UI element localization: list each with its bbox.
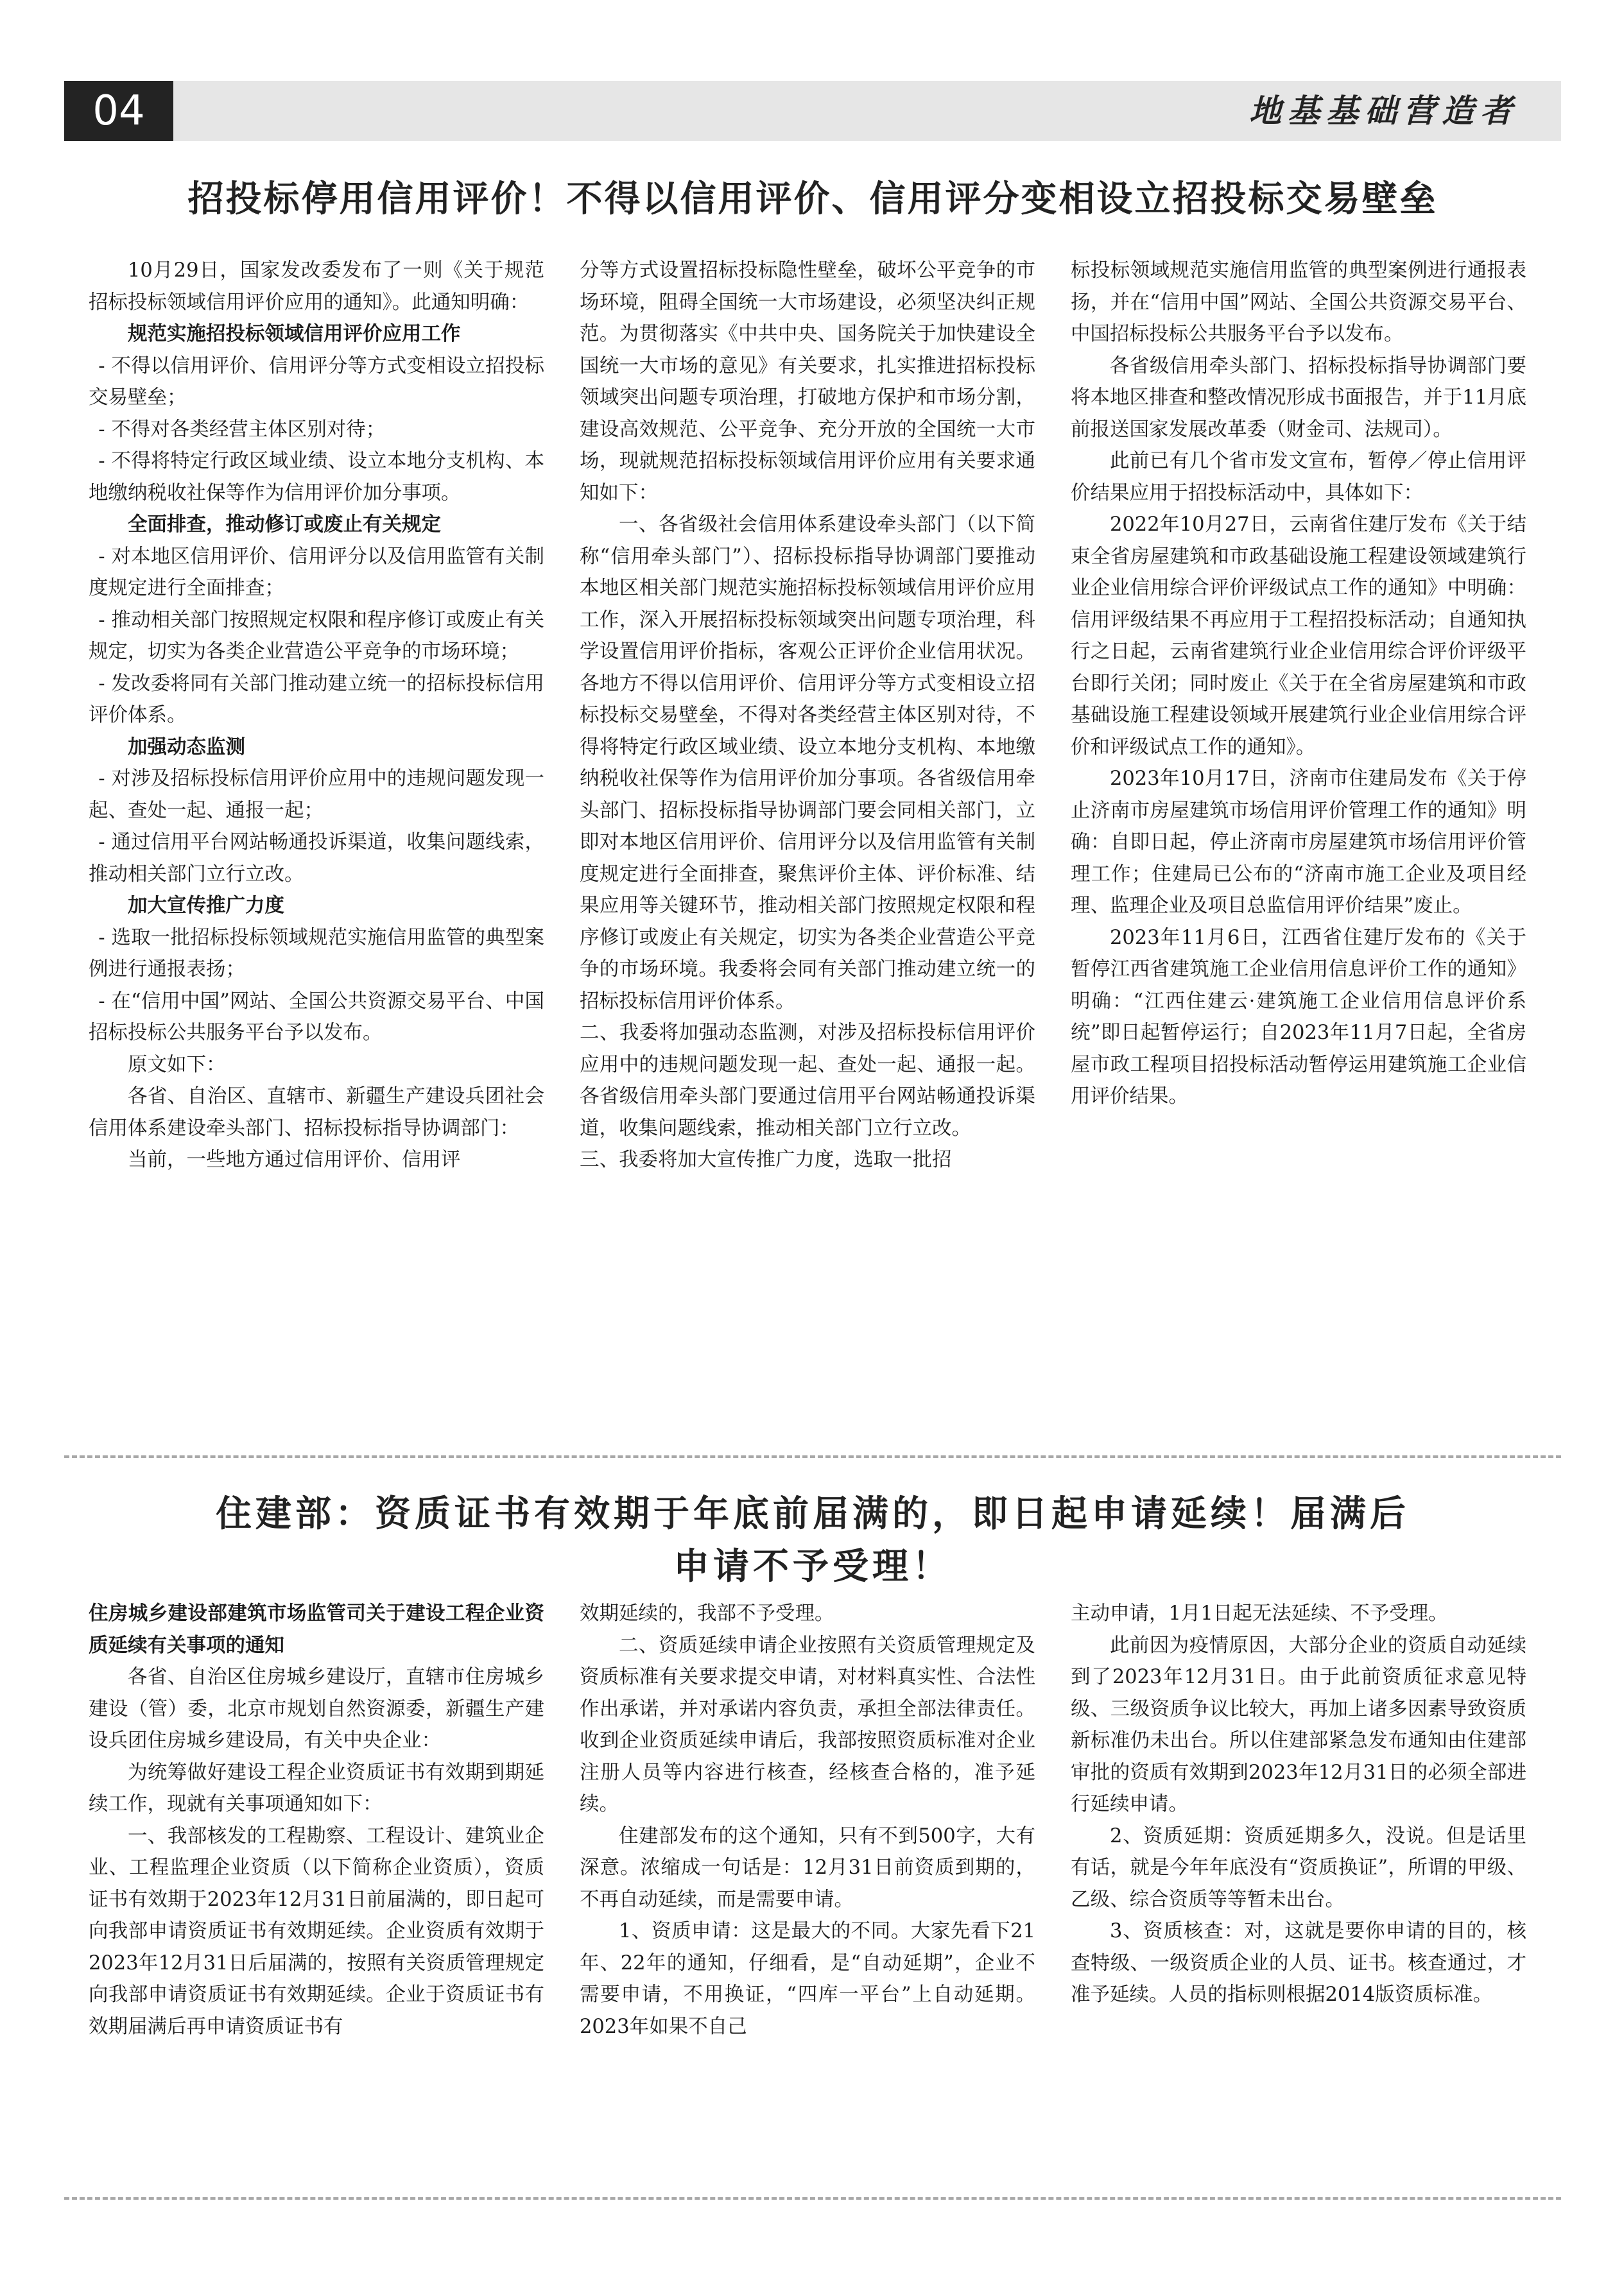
paragraph: 二、资质延续申请企业按照有关资质管理规定及资质标准有关要求提交申请，对材料真实性、合法性作出承诺，并对承诺内容负责，承担全部法律责任。收到企业资质延续申请后，我部按照资质标准对企业注册人员等内容进行核查，经核查合格的，准予延续。 [580,1634,1035,1815]
article2-column-1 [89,1598,544,2043]
bullet-item: - 对涉及招标投标信用评价应用中的违规问题发现一起、查处一起、通报一起； [89,767,544,822]
bullet-item: - 发改委将同有关部门推动建立统一的招标投标信用评价体系。 [89,672,544,726]
bullet-item: - 不得以信用评价、信用评分等方式变相设立招投标交易壁垒； [89,354,544,409]
bullet-item: - 不得对各类经营主体区别对待； [98,418,386,441]
paragraph: 10月29日，国家发改委发布了一则《关于规范招标投标领域信用评价应用的通知》。此通知明确： [89,259,544,314]
paragraph: 效期延续的，我部不予受理。 [580,1602,834,1625]
paragraph: 2、资质延期：资质延期多久，没说。但是话里有话，就是今年年底没有“资质换证”，所谓的甲级、乙级、综合资质等等暂未出台。 [1071,1824,1526,1911]
page-number: 04 [64,81,173,141]
bullet-item: - 推动相关部门按照规定权限和程序修订或废止有关规定，切实为各类企业营造公平竞争的市场环境； [89,608,544,663]
notice-heading: 住房城乡建设部建筑市场监管司关于建设工程企业资质延续有关事项的通知 [89,1602,544,1657]
paragraph: 各省、自治区住房城乡建设厅，直辖市住房城乡建设（管）委，北京市规划自然资源委，新疆生产建设兵团住房城乡建设局，有关中央企业： [89,1666,544,1752]
section-heading: 加大宣传推广力度 [128,894,284,917]
article2-column-2 [580,1598,1035,2043]
paragraph: 住建部发布的这个通知，只有不到500字，大有深意。浓缩成一句话是：12月31日前资质到期的，不再自动延续，而是需要申请。 [580,1824,1035,1911]
section-heading: 规范实施招投标领域信用评价应用工作 [128,322,461,345]
article2-title [64,1487,1561,1593]
article2-column-3 [1071,1598,1526,2011]
bullet-item: - 对本地区信用评价、信用评分以及信用监管有关制度规定进行全面排查； [89,545,544,599]
bullet-item: - 通过信用平台网站畅通投诉渠道，收集问题线索，推动相关部门立行立改。 [89,831,544,886]
masthead-title: 地基基础营造者 [1249,92,1519,130]
article1-column-3 [1071,255,1526,1113]
paragraph: 当前，一些地方通过信用评价、信用评 [128,1149,461,1171]
paragraph: 3、资质核查：对，这就是要你申请的目的，核查特级、一级资质企业的人员、证书。核查通过，才准予延续。人员的指标则根据2014版资质标准。 [1071,1920,1526,2006]
paragraph: 标投标领域规范实施信用监管的典型案例进行通报表扬，并在“信用中国”网站、全国公共资源交易平台、中国招标投标公共服务平台予以发布。 [1071,259,1526,345]
paragraph: 分等方式设置招标投标隐性壁垒，破坏公平竞争的市场环境，阻碍全国统一大市场建设，必须坚决纠正规范。为贯彻落实《中共中央、国务院关于加快建设全国统一大市场的意见》有关要求，扎实推进招标投标领域突出问题专项治理，打破地方保护和市场分割，建设高效规范、公平竞争、充分开放的全国统一大市场，现就规范招标投标领域信用评价应用有关要求通知如下： [580,259,1035,504]
paragraph: 为统筹做好建设工程企业资质证书有效期到期延续工作，现就有关事项通知如下： [89,1761,544,1815]
paragraph: 二、我委将加强动态监测，对涉及招标投标信用评价应用中的违规问题发现一起、查处一起、通报一起。各省级信用牵头部门要通过信用平台网站畅通投诉渠道，收集问题线索，推动相关部门立行立改。 [580,1022,1035,1140]
paragraph: 一、各省级社会信用体系建设牵头部门（以下简称“信用牵头部门”）、招标投标指导协调部门要推动本地区相关部门规范实施招标投标领域信用评价应用工作，深入开展招标投标领域突出问题专项治理，科学设置信用评价指标，客观公正评价企业信用状况。各地方不得以信用评价、信用评分等方式变相设立招标投标交易壁垒，不得对各类经营主体区别对待，不得将特定行政区域业绩、设立本地分支机构、本地缴纳税收社保等作为信用评价加分事项。各省级信用牵头部门、招标投标指导协调部门要会同相关部门，立即对本地区信用评价、信用评分以及信用监管有关制度规定进行全面排查，聚焦评价主体、评价标准、结果应用等关键环节，推动相关部门按照规定权限和程序修订或废止有关规定，切实为各类企业营造公平竞争的市场环境。我委将会同有关部门推动建立统一的招标投标信用评价体系。 [580,513,1035,1013]
bullet-item: - 在“信用中国”网站、全国公共资源交易平台、中国招标投标公共服务平台予以发布。 [89,990,544,1044]
article1-title: 招投标停用信用评价！不得以信用评价、信用评分变相设立招投标交易壁垒 [187,178,1438,220]
article2-title-line-1: 住建部：资质证书有效期于年底前届满的，即日起申请延续！届满后 [216,1493,1410,1535]
paragraph: 此前已有几个省市发文宣布，暂停／停止信用评价结果应用于招投标活动中，具体如下： [1071,450,1526,504]
bullet-item: - 不得将特定行政区域业绩、设立本地分支机构、本地缴纳税收社保等作为信用评价加分事项。 [89,450,544,504]
article1-column-2 [580,255,1035,1176]
paragraph: 一、我部核发的工程勘察、工程设计、建筑业企业、工程监理企业资质（以下简称企业资质），资质证书有效期于2023年12月31日前届满的，即日起可向我部申请资质证书有效期延续。企业资质有效期于2023年12月31日后届满的，按照有关资质管理规定向我部申请资质证书有效期延续。企业于资质证书有效期届满后再申请资质证书有 [89,1824,544,2038]
paragraph: 各省级信用牵头部门、招标投标指导协调部门要将本地区排查和整改情况形成书面报告，并于11月底前报送国家发展改革委（财金司、法规司）。 [1071,354,1526,441]
paragraph: 原文如下： [128,1053,226,1076]
paragraph: 2022年10月27日，云南省住建厅发布《关于结束全省房屋建筑和市政基础设施工程建设领域建筑行业企业信用综合评价评级试点工作的通知》中明确：信用评级结果不再应用于工程招投标活动；自通知执行之日起，云南省建筑行业企业信用综合评价评级平台即行关闭；同时废止《关于在全省房屋建筑和市政基础设施工程建设领域开展建筑行业企业信用综合评价和评级试点工作的通知》。 [1071,513,1526,758]
paragraph: 2023年11月6日，江西省住建厅发布的《关于暂停江西省建筑施工企业信用信息评价工作的通知》明确：“江西住建云·建筑施工企业信用信息评价系统”即日起暂停运行；自2023年11月7日起，全省房屋市政工程项目招投标活动暂停运用建筑施工企业信用评价结果。 [1071,926,1526,1108]
paragraph: 各省、自治区、直辖市、新疆生产建设兵团社会信用体系建设牵头部门、招标投标指导协调部门： [89,1085,544,1140]
article2-title-line-2: 申请不予受理！ [673,1545,952,1588]
bullet-item: - 选取一批招标投标领域规范实施信用监管的典型案例进行通报表扬； [89,926,544,981]
page-bottom-divider [64,2197,1561,2200]
paragraph: 主动申请，1月1日起无法延续、不予受理。 [1071,1602,1448,1625]
paragraph: 2023年10月17日，济南市住建局发布《关于停止济南市房屋建筑市场信用评价管理工作的通知》明确：自即日起，停止济南市房屋建筑市场信用评价管理工作；住建局已公布的“济南市施工企业及项目经理、监理企业及项目总监信用评价结果”废止。 [1071,767,1526,917]
article1-column-1 [89,255,544,1176]
section-divider [64,1455,1561,1458]
section-heading: 全面排查，推动修订或废止有关规定 [128,513,441,536]
paragraph: 此前因为疫情原因，大部分企业的资质自动延续到了2023年12月31日。由于此前资质征求意见特级、三级资质争议比较大，再加上诸多因素导致资质新标准仍未出台。所以住建部紧急发布通知由住建部审批的资质有效期到2023年12月31日的必须全部进行延续申请。 [1071,1634,1526,1815]
paragraph: 1、资质申请：这是最大的不同。大家先看下21年、22年的通知，仔细看，是“自动延期”，企业不需要申请，不用换证，“四库一平台”上自动延期。2023年如果不自己 [580,1920,1035,2038]
section-heading: 加强动态监测 [128,735,245,758]
paragraph: 三、我委将加大宣传推广力度，选取一批招 [580,1149,952,1171]
